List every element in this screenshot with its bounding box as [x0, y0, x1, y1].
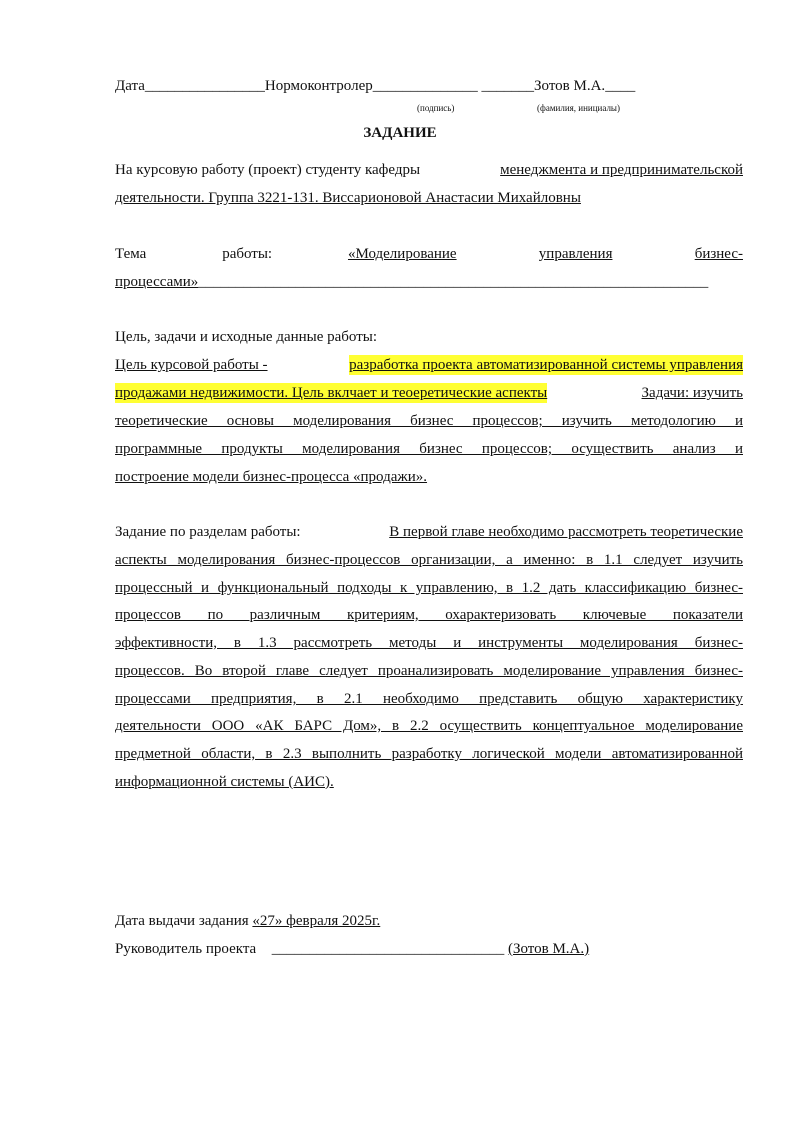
- issue-date-label: Дата выдачи задания: [115, 913, 249, 929]
- sections-line-5: эффективности, в 1.3 рассмотреть методы и инструменты моделирования бизнес-: [115, 635, 743, 651]
- topic-word-3: бизнес-: [694, 246, 743, 262]
- name-caption: (фамилия, инициалы): [537, 103, 620, 113]
- topic-label-2: работы:: [222, 246, 273, 262]
- topic-label: Тема: [115, 246, 147, 262]
- sections-line-7: процессами предприятия, в 2.1 необходимо представить общую характеристику: [115, 691, 743, 707]
- date-blank: ________________: [144, 78, 265, 94]
- goal-line-2: [115, 383, 743, 403]
- normcontrol-label: Нормоконтролер: [264, 78, 373, 94]
- assignment-line-1: [115, 160, 743, 180]
- tasks-start: Задачи: изучить: [641, 385, 743, 401]
- issue-date-value: «27» февраля 2025г.: [252, 913, 381, 929]
- sections-line-1: [115, 522, 743, 542]
- date-label: Дата: [115, 78, 145, 94]
- goal-highlight-1: разработка проекта автоматизированной системы управления: [349, 357, 743, 373]
- topic-word-1: «Моделирование: [347, 246, 457, 262]
- page-title: ЗАДАНИЕ: [363, 125, 437, 141]
- sections-line-2: аспекты моделирования бизнес-процессов организации, а именно: в 1.1 следует изучить: [115, 552, 743, 568]
- sections-line-8: деятельности ООО «АК БАРС Дом», в 2.2 осуществить концептуальное моделирование: [115, 718, 743, 734]
- supervisor-name: (Зотов М.А.): [507, 941, 590, 957]
- signature-blank: ______________: [372, 78, 478, 94]
- supervisor-label: Руководитель проекта: [115, 941, 257, 957]
- normcontroller-name: Зотов М.А.: [534, 78, 606, 94]
- sections-line-10: информационной системы (АИС).: [115, 774, 334, 790]
- sections-line-3: процессный и функциональный подходы к управлению, в 1.2 дать классификацию бизнес-: [115, 580, 743, 596]
- header-line: [115, 76, 743, 96]
- goal-line-3: теоретические основы моделирования бизнес процессов; изучить методологию и: [115, 413, 743, 429]
- sections-line-4: процессов по различным критериям, охарактеризовать ключевые показатели: [115, 607, 743, 623]
- topic-blank: ____________________________________________________________________: [198, 274, 709, 290]
- goal-highlight-2: продажами недвижимости. Цель вклчает и теоеретические аспекты: [115, 385, 548, 401]
- sections-text-1: В первой главе необходимо рассмотреть теоретические: [389, 524, 743, 540]
- assignment-line-2: деятельности. Группа 3221-131. Виссарионовой Анастасии Михайловны: [115, 190, 581, 206]
- signature-caption: (подпись): [417, 103, 455, 113]
- sections-line-9: предметной области, в 2.3 выполнить разработку логической модели автоматизированной: [115, 746, 743, 762]
- supervisor-line: [115, 939, 743, 959]
- supervisor-signature-blank: _______________________________: [271, 941, 505, 957]
- goal-line-5: построение модели бизнес-процесса «продажи».: [115, 469, 428, 485]
- department-name: менеджмента и предпринимательской: [500, 162, 743, 178]
- topic-value-line-1: [348, 244, 743, 264]
- topic-line-1: [115, 244, 743, 264]
- topic-value-line-2: процессами»: [115, 274, 199, 290]
- name-blank-suffix: ____: [605, 78, 636, 94]
- topic-line-2: [115, 272, 743, 292]
- goal-heading: Цель, задачи и исходные данные работы:: [115, 329, 378, 345]
- sections-line-6: процессов. Во второй главе следует проанализировать моделирование управления бизнес-: [115, 663, 743, 679]
- goal-prefix: Цель курсовой работы -: [115, 357, 268, 373]
- topic-word-2: управления: [538, 246, 613, 262]
- goal-line-4: программные продукты моделирования бизнес процессов; осуществить анализ и: [115, 441, 743, 457]
- name-blank-prefix: _______: [481, 78, 534, 94]
- assignment-text: На курсовую работу (проект) студенту кафедры: [115, 162, 421, 178]
- sections-prefix: Задание по разделам работы:: [115, 524, 301, 540]
- goal-line-1: [115, 355, 743, 375]
- issue-date-line: [115, 911, 743, 931]
